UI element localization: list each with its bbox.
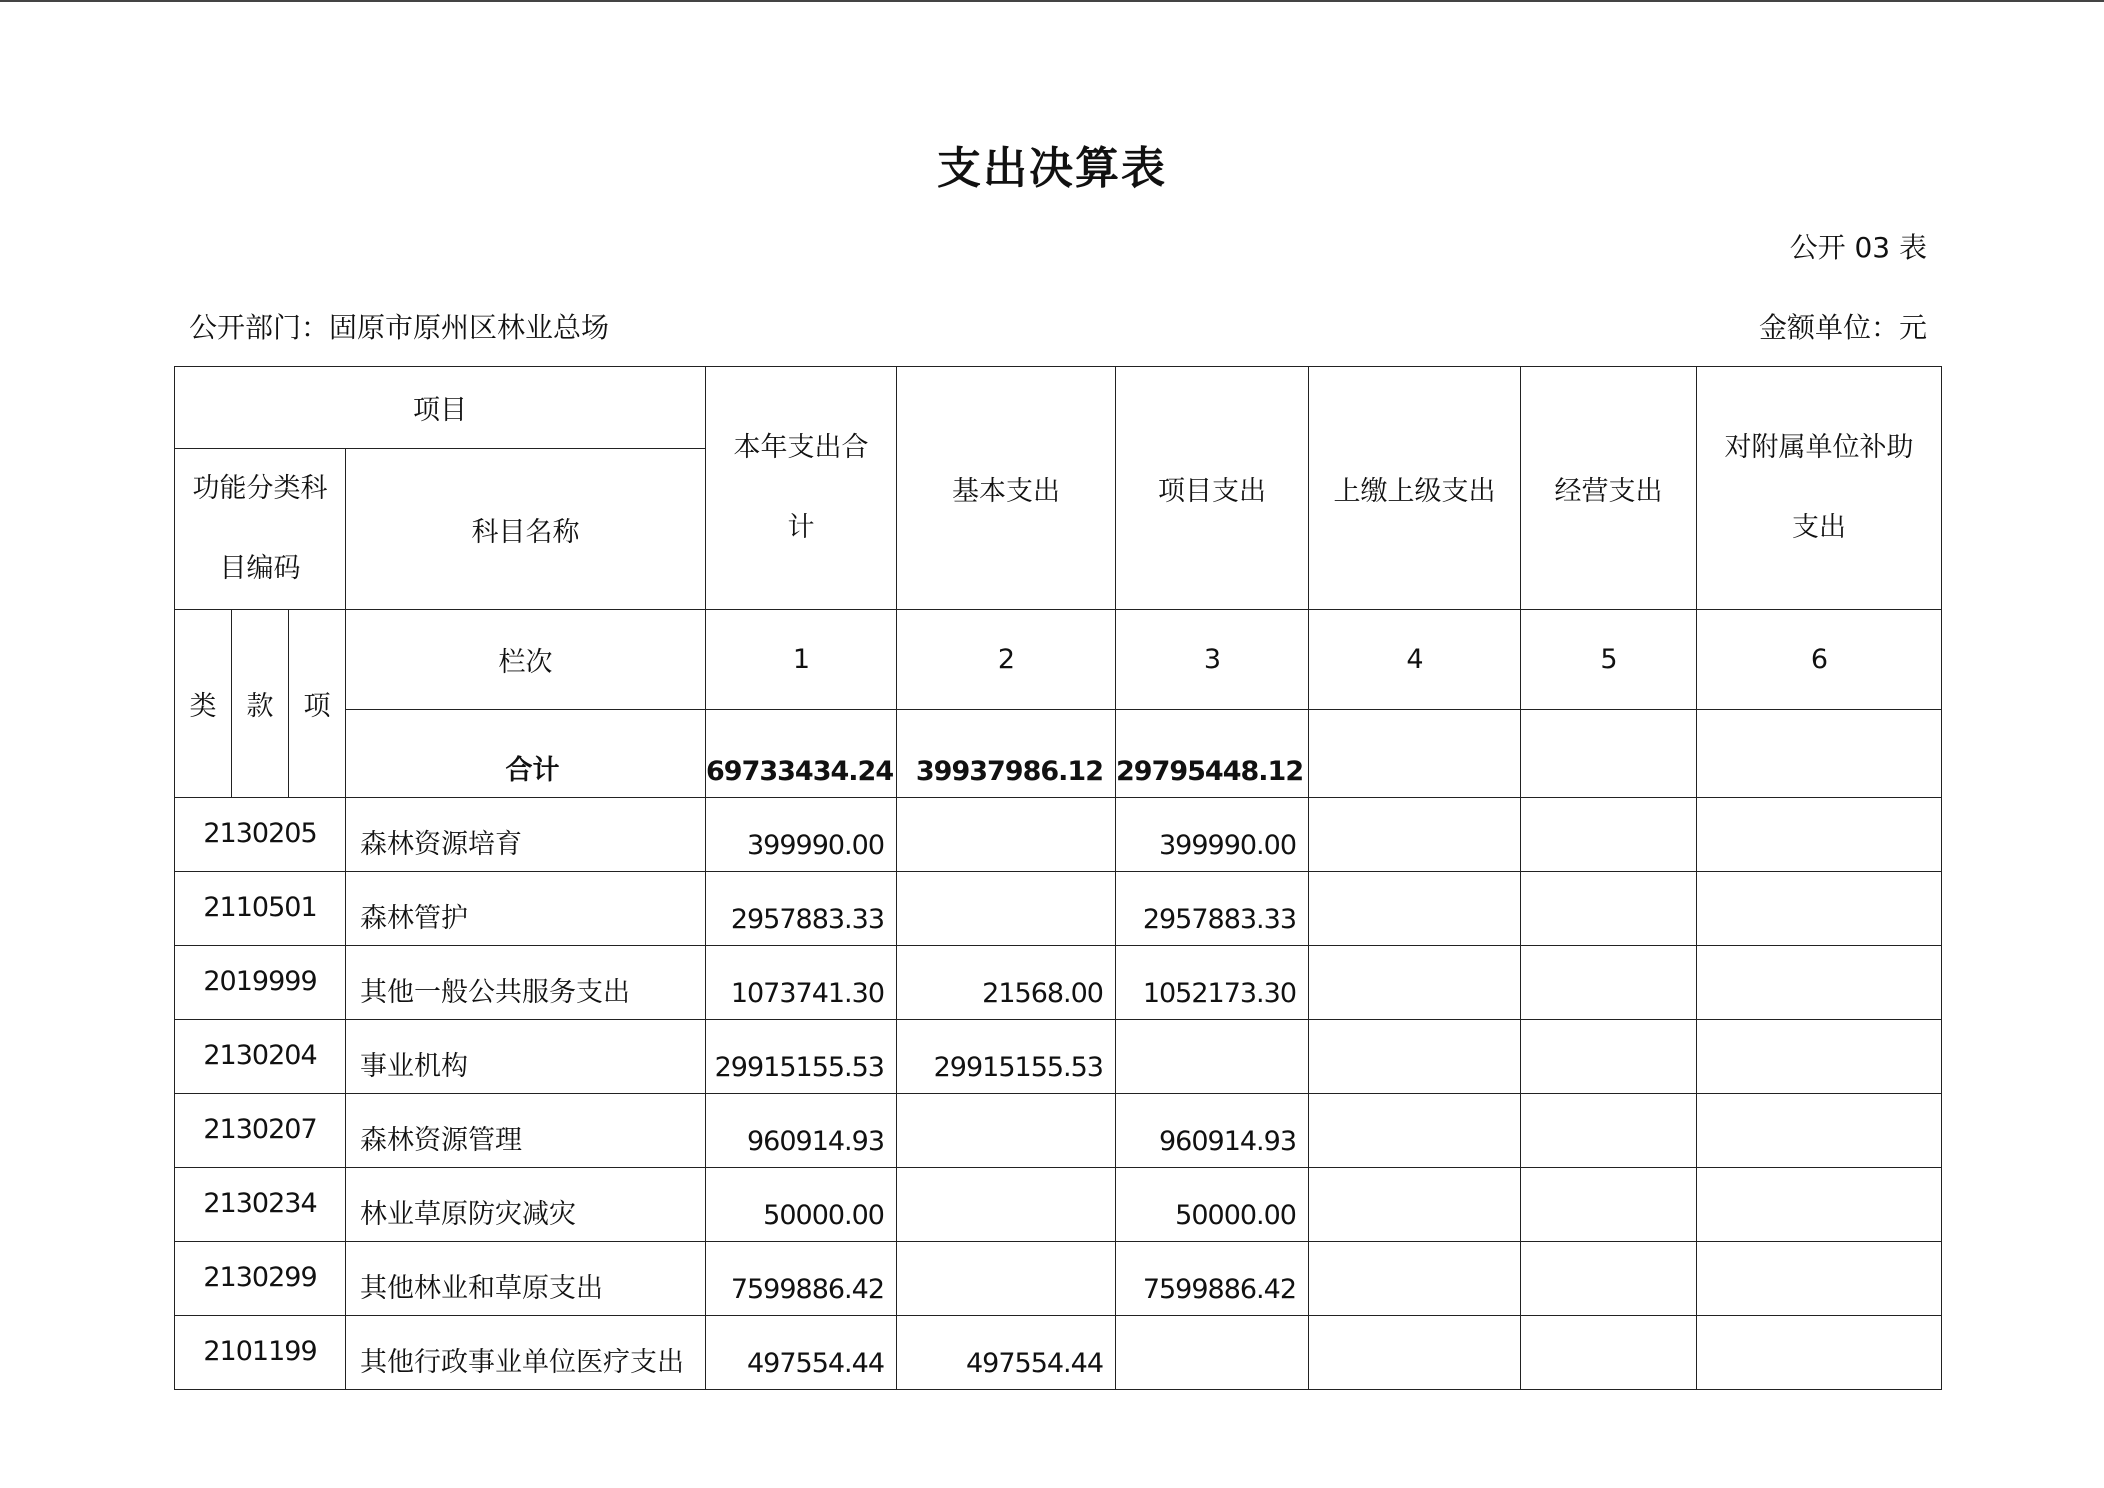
row-code: 2130205: [175, 798, 346, 872]
row-c1: 497554.44: [706, 1316, 897, 1390]
row-c3: 960914.93: [1116, 1094, 1309, 1168]
table-row: [175, 1020, 1942, 1094]
header-col6: [1697, 367, 1942, 610]
row-code: 2110501: [175, 872, 346, 946]
row-code: 2130299: [175, 1242, 346, 1316]
header-col3: 项目支出: [1116, 367, 1309, 610]
table-row: [175, 1168, 1942, 1242]
row-c1: 399990.00: [706, 798, 897, 872]
table-row: [175, 1316, 1942, 1390]
row-c1: 2957883.33: [706, 872, 897, 946]
row-c5: [1521, 872, 1697, 946]
row-c3: 399990.00: [1116, 798, 1309, 872]
header-lanci: 栏次: [346, 610, 706, 710]
col-num-5: 5: [1521, 610, 1697, 710]
row-c4: [1309, 1242, 1521, 1316]
row-code: 2101199: [175, 1316, 346, 1390]
header-col5: 经营支出: [1521, 367, 1697, 610]
page-title: 支出决算表: [937, 143, 1167, 194]
row-c4: [1309, 872, 1521, 946]
row-c4: [1309, 798, 1521, 872]
table-row: [175, 798, 1942, 872]
row-c1: 29915155.53: [706, 1020, 897, 1094]
col-num-6: 6: [1697, 610, 1942, 710]
total-c6: [1697, 710, 1942, 798]
header-xiang: 项: [289, 610, 346, 798]
total-c4: [1309, 710, 1521, 798]
table-row: [175, 1242, 1942, 1316]
col-num-2: 2: [897, 610, 1116, 710]
row-c5: [1521, 1168, 1697, 1242]
table-row: [175, 872, 1942, 946]
row-c6: [1697, 1316, 1942, 1390]
header-subject-name: 科目名称: [346, 449, 706, 610]
row-c3: [1116, 1316, 1309, 1390]
row-name: 其他林业和草原支出: [346, 1242, 706, 1316]
row-c1: 1073741.30: [706, 946, 897, 1020]
col-num-4: 4: [1309, 610, 1521, 710]
page-top-border: [0, 0, 2104, 2]
row-c3: 50000.00: [1116, 1168, 1309, 1242]
row-c6: [1697, 872, 1942, 946]
header-project: 项目: [175, 367, 706, 449]
row-c5: [1521, 946, 1697, 1020]
row-name: 事业机构: [346, 1020, 706, 1094]
row-c2: [897, 1242, 1116, 1316]
header-col4: 上缴上级支出: [1309, 367, 1521, 610]
header-col1-line1: 本年支出合: [733, 432, 869, 463]
row-c1: 7599886.42: [706, 1242, 897, 1316]
total-row: [175, 710, 1942, 798]
header-col2: 基本支出: [897, 367, 1116, 610]
table-row: [175, 946, 1942, 1020]
row-name: 森林资源管理: [346, 1094, 706, 1168]
col-num-1: 1: [706, 610, 897, 710]
row-name: 森林资源培育: [346, 798, 706, 872]
header-kuan: 款: [232, 610, 289, 798]
header-col1-line2: 计: [787, 512, 815, 543]
row-c2: 497554.44: [897, 1316, 1116, 1390]
row-code: 2130207: [175, 1094, 346, 1168]
row-c2: [897, 872, 1116, 946]
row-c3: 1052173.30: [1116, 946, 1309, 1020]
header-col1: [706, 367, 897, 610]
row-c5: [1521, 1094, 1697, 1168]
row-c4: [1309, 1020, 1521, 1094]
row-c2: 29915155.53: [897, 1020, 1116, 1094]
row-c5: [1521, 1020, 1697, 1094]
col-num-3: 3: [1116, 610, 1309, 710]
total-c2: 39937986.12: [897, 710, 1116, 798]
row-c3: 2957883.33: [1116, 872, 1309, 946]
row-c5: [1521, 798, 1697, 872]
header-lei: 类: [175, 610, 232, 798]
department-label: 公开部门：固原市原州区林业总场: [189, 311, 610, 344]
row-name: 森林管护: [346, 872, 706, 946]
row-c1: 960914.93: [706, 1094, 897, 1168]
row-c6: [1697, 1020, 1942, 1094]
form-number: 公开 03 表: [1789, 231, 1927, 264]
header-func-code: [175, 449, 346, 610]
total-c5: [1521, 710, 1697, 798]
row-c3: 7599886.42: [1116, 1242, 1309, 1316]
row-c1: 50000.00: [706, 1168, 897, 1242]
total-c1: 69733434.24: [706, 710, 897, 798]
row-c6: [1697, 798, 1942, 872]
row-c5: [1521, 1242, 1697, 1316]
row-c2: [897, 1168, 1116, 1242]
row-c5: [1521, 1316, 1697, 1390]
total-c3: 29795448.12: [1116, 710, 1309, 798]
header-func-code-line2: 目编码: [219, 553, 301, 584]
row-c4: [1309, 946, 1521, 1020]
row-c3: [1116, 1020, 1309, 1094]
header-col6-line2: 支出: [1792, 512, 1846, 543]
table-row: [175, 1094, 1942, 1168]
row-c4: [1309, 1094, 1521, 1168]
row-code: 2130204: [175, 1020, 346, 1094]
expenditure-table: [174, 366, 1942, 1390]
row-code: 2019999: [175, 946, 346, 1020]
row-c6: [1697, 1168, 1942, 1242]
unit-label: 金额单位：元: [1758, 311, 1927, 344]
header-func-code-line1: 功能分类科: [192, 473, 328, 504]
row-c2: [897, 1094, 1116, 1168]
row-c6: [1697, 1094, 1942, 1168]
header-col6-line1: 对附属单位补助: [1724, 432, 1914, 463]
row-name: 其他一般公共服务支出: [346, 946, 706, 1020]
row-c6: [1697, 1242, 1942, 1316]
row-c6: [1697, 946, 1942, 1020]
row-name: 林业草原防灾减灾: [346, 1168, 706, 1242]
row-c2: 21568.00: [897, 946, 1116, 1020]
row-name: 其他行政事业单位医疗支出: [346, 1316, 706, 1390]
row-c4: [1309, 1168, 1521, 1242]
row-code: 2130234: [175, 1168, 346, 1242]
row-c2: [897, 798, 1116, 872]
total-label: 合计: [346, 710, 706, 798]
row-c4: [1309, 1316, 1521, 1390]
